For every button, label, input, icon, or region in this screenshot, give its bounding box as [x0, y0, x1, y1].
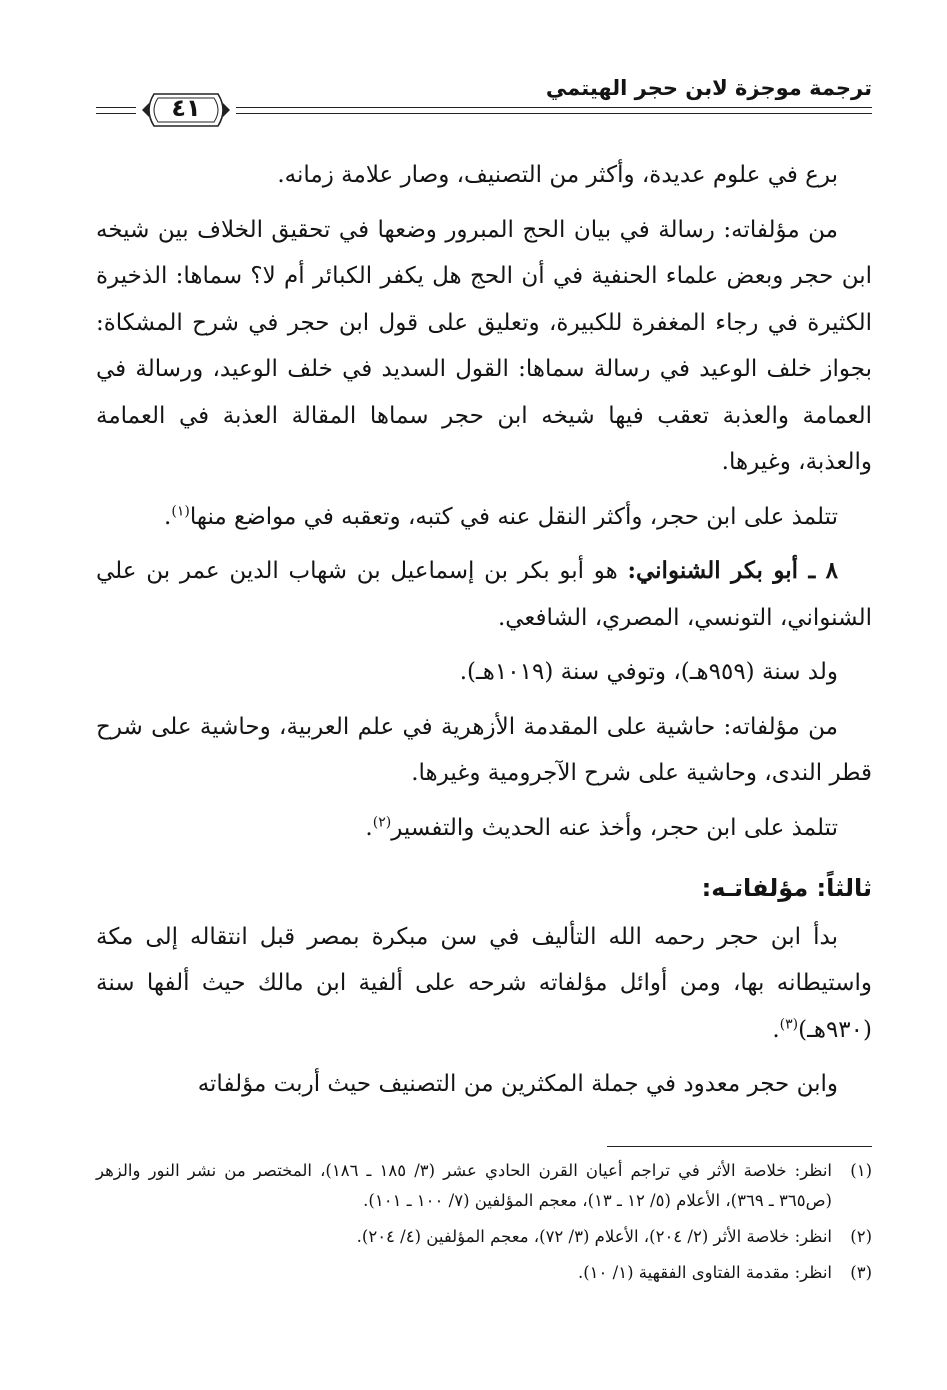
paragraph: من مؤلفاته: رسالة في بيان الحج المبرور وضعها في تحقيق الخلاف بين شيخه ابن حجر وبعض علماء الحنفية في أن الحج هل يكفر الكبائر أم لا؟ سماها: الذخيرة الكثيرة في رجاء المغفرة للكبيرة، وتعليق على قول ابن حجر في شرح المشكاة: بجواز خلف الوعيد في رسالة سماها: القول السديد في خلف الوعيد، ورسالة في العمامة والعذبة تعقب فيها شيخه ابن حجر سماها المقالة العذبة في العمامة والعذبة، وغيرها.	[96, 216, 872, 475]
paragraph-end: .	[772, 1016, 780, 1043]
page-number: ٤١	[171, 94, 201, 122]
paragraph-text: تتلمذ على ابن حجر، وأخذ عنه الحديث والتفسير	[391, 814, 838, 841]
footnote-separator	[607, 1146, 872, 1147]
paragraph-text: تتلمذ على ابن حجر، وأكثر النقل عنه في كتبه، وتعقبه في مواضع منها	[189, 503, 838, 530]
footnote-text: انظر: مقدمة الفتاوى الفقهية (١/ ١٠).	[577, 1263, 832, 1282]
paragraph: برع في علوم عديدة، وأكثر من التصنيف، وصار علامة زمانه.	[277, 162, 838, 188]
paragraph: من مؤلفاته: حاشية على المقدمة الأزهرية في علم العربية، وحاشية على شرح قطر الندى، وحاشية على شرح الآجرومية وغيرها.	[96, 713, 872, 786]
footnote	[96, 1258, 872, 1288]
running-header	[96, 72, 872, 124]
biography-entry	[96, 548, 872, 641]
main-text	[96, 152, 872, 1116]
footnote-number: (١)	[850, 1161, 872, 1180]
footnote	[96, 1222, 872, 1252]
footnote-ref[interactable]: (١)	[171, 502, 190, 519]
paragraph-end: .	[365, 814, 373, 841]
footnote-ref[interactable]: (٣)	[779, 1015, 799, 1032]
footnote-ref[interactable]: (٢)	[372, 813, 392, 830]
header-rule	[236, 107, 872, 114]
section-heading: ثالثاً: مؤلفاتـه:	[701, 874, 872, 902]
page-number-ornament	[140, 88, 232, 132]
entry-text: هو أبو بكر بن إسماعيل بن شهاب الدين عمر بن علي الشنواني، التونسي، المصري، الشافعي.	[96, 558, 872, 631]
entry-heading: ٨ ـ أبو بكر الشنواني:	[627, 557, 838, 584]
footnotes	[96, 1156, 872, 1294]
running-title: ترجمة موجزة لابن حجر الهيتمي	[545, 76, 872, 100]
footnote	[96, 1156, 872, 1216]
header-rule-left	[96, 107, 136, 114]
book-page	[96, 60, 872, 1380]
paragraph	[96, 914, 872, 1054]
footnote-number: (٣)	[850, 1263, 872, 1282]
paragraph	[96, 494, 872, 541]
footnote-text: انظر: خلاصة الأثر (٢/ ٢٠٤)، الأعلام (٣/ ٧٢)، معجم المؤلفين (٤/ ٢٠٤).	[356, 1227, 832, 1246]
paragraph: وابن حجر معدود في جملة المكثرين من التصنيف حيث أربت مؤلفاته	[197, 1071, 838, 1097]
footnote-text: انظر: خلاصة الأثر في تراجم أعيان القرن الحادي عشر (٣/ ١٨٥ ـ ١٨٦)، المختصر من نشر النور والزهر (ص٣٦٥ ـ ٣٦٩)، الأعلام (٥/ ١٢ ـ ١٣)، معجم المؤلفين (٧/ ١٠٠ ـ ١٠١).	[96, 1161, 833, 1210]
paragraph-end: .	[164, 503, 172, 530]
paragraph	[96, 805, 872, 852]
footnote-number: (٢)	[850, 1227, 872, 1246]
paragraph: ولد سنة (٩٥٩هـ)، وتوفي سنة (١٠١٩هـ).	[459, 659, 838, 685]
paragraph-text: بدأ ابن حجر رحمه الله التأليف في سن مبكرة بمصر قبل انتقاله إلى مكة واستيطانه بها، ومن أوائل مؤلفاته شرحه على ألفية ابن مالك حيث ألفها سنة (٩٣٠هـ)	[96, 923, 872, 1043]
